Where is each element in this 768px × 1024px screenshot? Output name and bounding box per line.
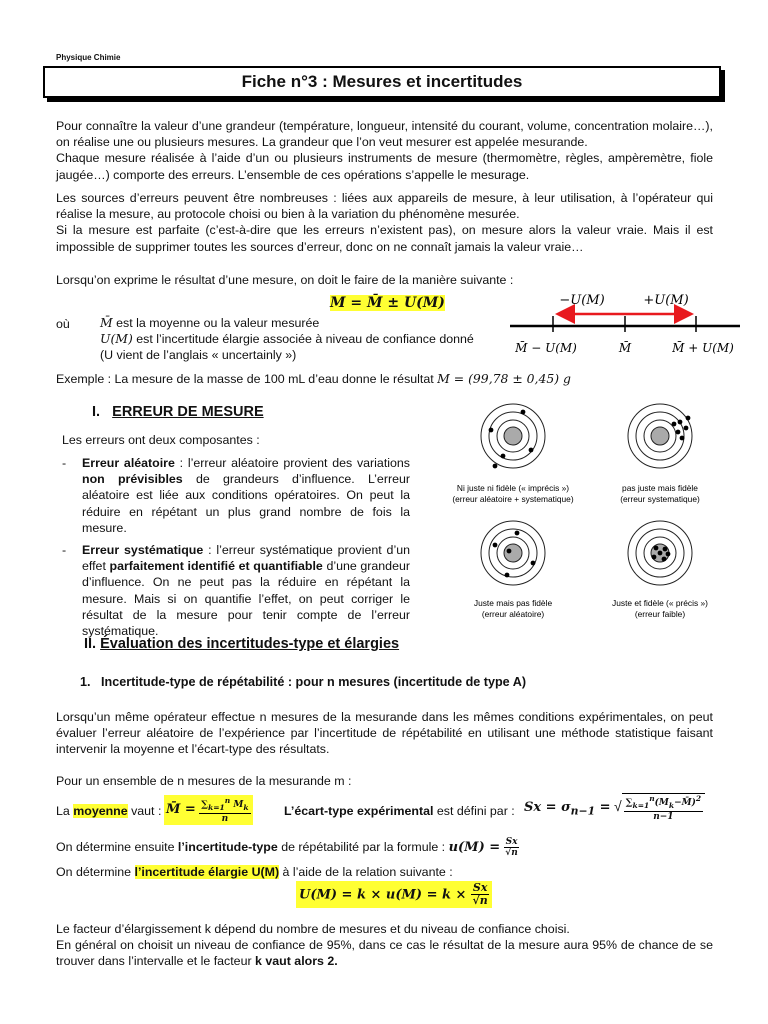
section-2-number: II. <box>84 636 97 652</box>
sd-formula: $Sx = \sigma_{n-1}$ = √ $\frac{\sum_{k=1}^n(M_k-M̄)^2}{n-1}$ <box>524 793 705 822</box>
target-1-caption-2: (erreur aléatoire + systematique) <box>452 494 574 504</box>
systematic-error-text-c: d’une grandeur d’influence. On ne peut pas la réduire en répétant la mesure. Mais si on quantifie l’effet, on peut corriger le résultat de la mesure pour tenir compte de l’erreur systématique. <box>82 559 410 639</box>
bottom-left-label: M̄ − U(M) <box>515 341 577 355</box>
section-1-heading <box>92 404 264 420</box>
p4-b: l’incertitude élargie U(M) <box>134 865 280 879</box>
sd-label-b: est défini par : <box>433 804 515 818</box>
systematic-error-text-a: : l’erreur systématique provient d’un effet <box>82 543 410 574</box>
mean-text: est la moyenne ou la valeur mesurée <box>116 316 320 330</box>
target-4-caption-1: Juste et fidèle (« précis ») <box>612 598 708 608</box>
p3-a: On détermine ensuite <box>56 839 178 854</box>
result-formula <box>330 294 445 311</box>
expanded-uncertainty-formula: U(M) = k × u(M) = k × $\frac{Sx}{√n}$ <box>296 881 492 908</box>
intro-block <box>56 118 713 183</box>
intro-p3: Les sources d’erreurs peuvent être nombreuses : liées aux appareils de mesure, à leur utilisation, à l’opérateur qui réalise la mesure, au protocole choisi ou bien à la variation du phénomène mesurée. <box>56 191 713 222</box>
example-line <box>56 371 571 387</box>
result-formula-text: M = M̄ ± U(M) <box>330 295 445 311</box>
ou-label: où <box>56 317 70 331</box>
page-title <box>43 66 721 98</box>
bottom-right-label: M̄ + U(M) <box>672 341 734 355</box>
subsection-1-title: Incertitude-type de répétabilité : pour n mesures (incertitude de type A) <box>101 675 527 689</box>
target-1 <box>481 404 545 468</box>
mean-label-b: vaut : <box>127 804 162 818</box>
uncertainty-note: (U vient de l’anglais « uncertainly ») <box>100 348 297 363</box>
p6-a: En général on choisit un niveau de confiance de 95%, dans ce cas le résultat de la mesure aura 95% de chance de se trouver dans l’intervalle et le facteur <box>56 938 713 969</box>
target-4-caption-2: (erreur faible) <box>634 609 686 619</box>
subsection-1-number: 1. <box>80 675 91 689</box>
example-text: Exemple : La mesure de la masse de 100 mL d’eau donne le résultat <box>56 372 434 386</box>
section-1-title: ERREUR DE MESURE <box>112 404 264 420</box>
section-2-p3: On détermine ensuite l’incertitude-type de répétabilité par la formule : u(M) = $\frac{Sx}{√n}$ <box>56 837 518 858</box>
mean-definition <box>100 315 500 331</box>
mean-word: moyenne <box>73 804 128 818</box>
target-4 <box>628 521 692 585</box>
section-1-number: I. <box>92 404 101 420</box>
section-2-p2: Pour un ensemble de n mesures de la mesurande m : <box>56 774 352 788</box>
section-2-p4 <box>56 864 453 880</box>
target-3-caption-2: (erreur aléatoire) <box>481 609 545 619</box>
section-2-p5: Le facteur d’élargissement k dépend du nombre de mesures et du niveau de confiance choisi. <box>56 922 570 936</box>
p3-b: l’incertitude-type <box>177 839 278 854</box>
top-left-label: −U(M) <box>559 293 605 308</box>
example-formula: M = (99,78 ± 0,45) g <box>437 371 571 386</box>
intro-p2: Chaque mesure réalisée à l’aide d’un ou plusieurs instruments de mesure (thermomètre, règles, ampèremètre, fiole jaugée…) comporte des erreurs. L’ensemble de ces opérations s’appelle le mesurage. <box>56 151 713 182</box>
target-3-caption-1: Juste mais pas fidèle <box>473 598 553 608</box>
mean-formula: M̄ = $\frac{\sum_{k=1}^n M_k}{n}$ <box>164 795 253 825</box>
errors-block <box>56 190 713 255</box>
section-2-p6 <box>56 937 713 969</box>
random-error-text-a: : l’erreur aléatoire provient des variations <box>174 456 410 470</box>
target-3 <box>481 521 545 585</box>
p6-b: k vaut alors 2. <box>255 954 338 969</box>
p3-c: de répétabilité par la formule : <box>277 839 446 854</box>
mean-sd-line <box>56 794 726 829</box>
section-1-lead: Les erreurs ont deux composantes : <box>62 433 260 447</box>
subject-label: Physique Chimie <box>56 53 121 62</box>
targets-graphic <box>438 398 723 628</box>
bottom-mid-label: M̄ <box>618 341 632 355</box>
sd-label-a: L’écart-type expérimental <box>284 804 434 818</box>
target-2-caption-1: pas juste mais fidèle <box>622 483 698 493</box>
p4-c: à l’aide de la relation suivante : <box>279 865 453 879</box>
intro-p4: Si la mesure est parfaite (c’est-à-dire que les erreurs n’existent pas), on mesure alors la valeur vraie. Mais il est impossible de supprimer toutes les sources d’erreur, donc on ne connaît jamais la valeur vraie… <box>56 223 713 254</box>
section-2-heading <box>84 636 399 652</box>
mean-label-a: La <box>56 804 74 818</box>
mean-symbol: M̄ <box>100 315 113 330</box>
page-title-text: Fiche n°3 : Mesures et incertitudes <box>241 72 523 91</box>
sd-label <box>284 803 515 819</box>
uncertainty-symbol: U(M) <box>100 331 133 347</box>
uncertainty-text: est l’incertitude élargie associée à niveau de confiance donné <box>136 332 474 347</box>
systematic-error-emph: parfaitement identifié et quantifiable <box>109 559 323 574</box>
random-error-text-c: de grandeurs d’influence. L’erreur aléatoire est liée aux conditions opératoires. On peut la réduire en répétant un plus grand nombre de fois la mesure. <box>82 472 410 535</box>
subsection-1-heading <box>80 675 526 689</box>
intro-p5: Lorsqu’on exprime le résultat d’une mesure, on doit le faire de la manière suivante : <box>56 273 514 287</box>
uncertainty-axis-diagram <box>500 288 745 360</box>
p4-a: On détermine <box>56 865 135 879</box>
uncertainty-definition <box>100 331 500 347</box>
target-1-caption-1: Ni juste ni fidèle (« imprécis ») <box>456 483 570 493</box>
section-2-title: Évaluation des incertitudes-type et élargies <box>100 636 400 652</box>
targets-figure <box>438 398 723 628</box>
random-error-term: Erreur aléatoire <box>82 456 175 470</box>
systematic-error-term: Erreur systématique <box>82 543 204 558</box>
definitions <box>100 315 500 364</box>
section-2-p1: Lorsqu’un même opérateur effectue n mesures de la mesurande dans les mêmes conditions expérimentales, on peut évaluer l’erreur aléatoire de l’expérience par l’incertitude de répétabilité en utilisant une méthode statistique faisant intervenir la moyenne et l’écart-type des résultats. <box>56 710 713 757</box>
error-types-list <box>62 455 410 645</box>
target-2 <box>628 404 692 468</box>
list-item-systematic-error <box>62 542 410 639</box>
random-error-emph: non prévisibles <box>82 472 183 487</box>
intro-p1: Pour connaître la valeur d’une grandeur (température, longueur, intensité du courant, volume, concentration molaire…), on réalise une ou plusieurs mesures. La grandeur que l’on veut mesurer est appelée mesurande. <box>56 119 713 150</box>
mean-label <box>56 803 161 819</box>
list-item-random-error <box>62 455 410 536</box>
target-2-caption-2: (erreur systematique) <box>620 494 700 504</box>
top-right-label: +U(M) <box>643 293 689 308</box>
